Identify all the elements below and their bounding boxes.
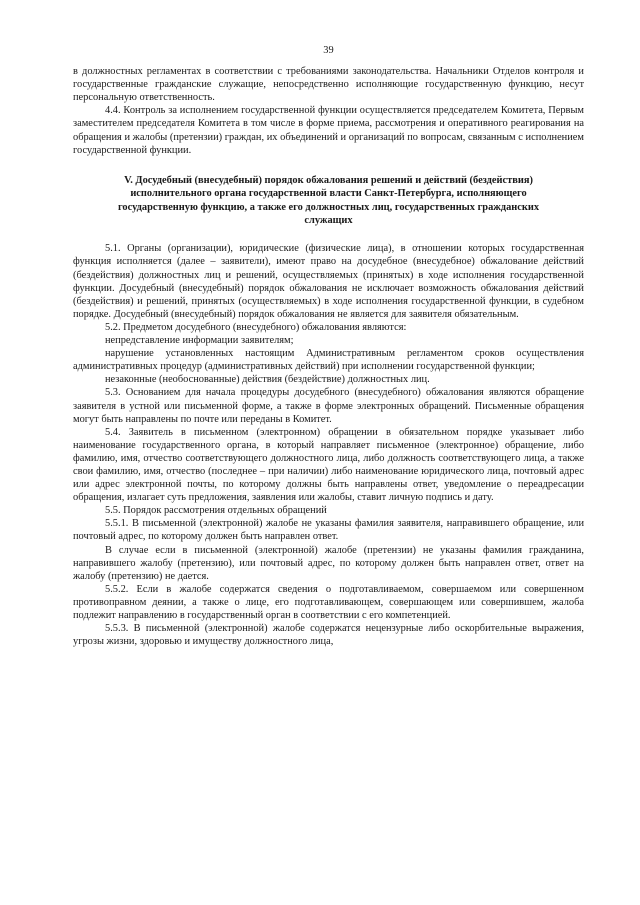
paragraph: В случае если в письменной (электронной) жалобе (претензии) не указаны фамилия гражданина, направившего жалобу (претензию), или почтовый адрес, по которому должен быть направлен ответ, ответ на жалобу (претензию) не дается. [73, 544, 584, 582]
list-item: нарушение установленных настоящим Административным регламентом сроков осуществления административных процедур (административных действий) при исполнении государственной функции; [73, 348, 584, 373]
paragraph-5-5: 5.5. Порядок рассмотрения отдельных обращений [105, 505, 327, 517]
section-body [73, 242, 584, 648]
page-number: 39 [323, 45, 334, 56]
section-heading: V. Досудебный (внесудебный) порядок обжалования решений и действий (бездействия) исполнительного органа государственной власти Санкт-Петербурга, исполняющего государственную функцию, а также его должностных лиц, государственных гражданских служащих [117, 174, 540, 226]
paragraph: 4.4. Контроль за исполнением государственной функции осуществляется председателем Комитета, Первым заместителем председателя Комитета в том числе в форме приема, рассмотрения и оперативного реагирования на обращения и жалобы (претензии) граждан, их объединений и организаций по вопросам, связанным с исполнением государственной функции. [73, 105, 584, 156]
list-item: незаконные (необоснованные) действия (бездействие) должностных лиц. [105, 374, 430, 386]
paragraph-5-1: 5.1. Органы (организации), юридические (физические лица), в отношении которых государственная функция исполняется (далее – заявители), имеют право на досудебное (внесудебное) обжалование действий (бездействия) должностных лиц и решений, осуществляемых (принятых) в ходе исполнения государственной функции. Досудебный (внесудебный) порядок обжалования не исключает возможность обжалования действий (бездействия) и решений, принятых (осуществляемых) в ходе исполнения государственной функции, в судебном порядке. Досудебный (внесудебный) порядок обжалования не является для заявителя обязательным. [73, 243, 584, 320]
paragraph: в должностных регламентах в соответствии с требованиями законодательства. Начальники Отделов контроля и государственные гражданские служащие, непосредственно исполняющие государственную функцию, несут персональную ответственность. [73, 66, 584, 104]
paragraph-5-5-1: 5.5.1. В письменной (электронной) жалобе не указаны фамилия заявителя, направившего обращение, или почтовый адрес, по которому должен быть направлен ответ. [73, 518, 584, 543]
paragraph-5-5-3: 5.5.3. В письменной (электронной) жалобе содержатся нецензурные либо оскорбительные выражения, угрозы жизни, здоровью и имуществу должностного лица, [73, 623, 584, 648]
paragraph-5-3: 5.3. Основанием для начала процедуры досудебного (внесудебного) обжалования являются обращение заявителя в устной или письменной форме, а также в форме электронных обращений. Письменные обращения могут быть направлены по почте или переданы в Комитет. [73, 387, 584, 425]
list-item: непредставление информации заявителям; [105, 335, 294, 347]
paragraph-5-2: 5.2. Предметом досудебного (внесудебного) обжалования являются: [105, 321, 407, 333]
paragraph-5-4: 5.4. Заявитель в письменном (электронном) обращении в обязательном порядке указывает либо наименование государственного органа, в который направляет письменное (электронное) обращение, либо фамилию, имя, отчество соответствующего должностного лица, либо должность соответствующего лица, а также свои фамилию, имя, отчество (последнее – при наличии) либо наименование юридического лица, почтовый адрес или адрес электронной почты, по которому должны быть направлены ответ, уведомление о переадресации обращения, излагает суть предложения, заявления или жалобы, ставит личную подпись и дату. [73, 426, 584, 504]
paragraphs-before-section [73, 65, 584, 157]
paragraph-5-5-2: 5.5.2. Если в жалобе содержатся сведения о подготавливаемом, совершаемом или совершенном противоправном деянии, а также о лице, его подготавливающем, совершающем или совершившем, жалоба подлежит направлению в государственный орган в соответствии с его компетенцией. [73, 583, 584, 621]
